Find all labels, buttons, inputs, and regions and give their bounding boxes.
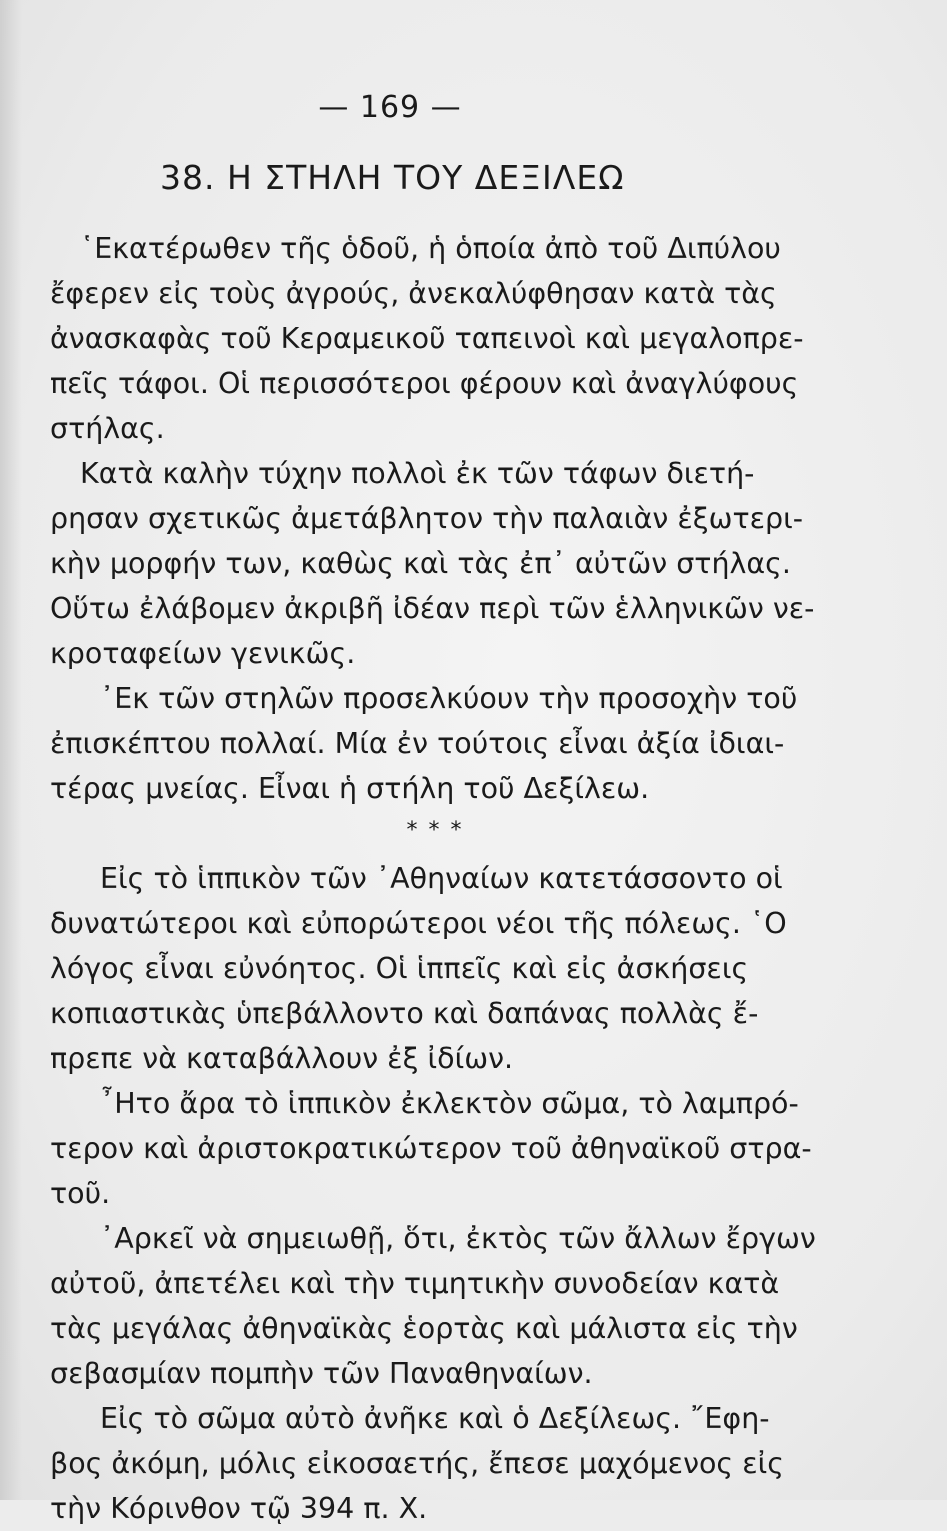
text-line: δυνατώτεροι καὶ εὐπορώτεροι νέοι τῆς πόλεως. ῾Ο bbox=[50, 907, 787, 940]
text-line: Εἰς τὸ ἱππικὸν τῶν ᾿Αθηναίων κατετάσσοντο οἱ bbox=[100, 862, 783, 895]
text-line: ἐπισκέπτου πολλαί. Μία ἐν τούτοις εἶναι ἀξία ἰδιαι- bbox=[50, 727, 785, 760]
text-line: ῏Ητο ἄρα τὸ ἱππικὸν ἐκλεκτὸν σῶμα, τὸ λαμπρό- bbox=[100, 1087, 799, 1120]
page-number: — 169 — bbox=[318, 90, 462, 125]
text-line: ρησαν σχετικῶς ἀμετάβλητον τὴν παλαιὰν ἐξωτερι- bbox=[50, 502, 804, 535]
text-line: λόγος εἶναι εὐνόητος. Οἱ ἱππεῖς καὶ εἰς ἀσκήσεις bbox=[50, 952, 749, 985]
text-line: σεβασμίαν πομπὴν τῶν Παναθηναίων. bbox=[50, 1357, 593, 1390]
text-line: ᾿Εκ τῶν στηλῶν προσελκύουν τὴν προσοχὴν τοῦ bbox=[100, 682, 798, 715]
text-line: τερον καὶ ἀριστοκρατικώτερον τοῦ ἀθηναϊκοῦ στρα- bbox=[50, 1132, 812, 1165]
text-line: κὴν μορφήν των, καθὼς καὶ τὰς ἐπ᾿ αὐτῶν στήλας. bbox=[50, 547, 791, 580]
section-separator: * * * bbox=[406, 818, 464, 843]
text-line: Οὕτω ἐλάβομεν ἀκριβῆ ἰδέαν περὶ τῶν ἑλληνικῶν νε- bbox=[50, 592, 815, 625]
text-line: Εἰς τὸ σῶμα αὐτὸ ἀνῆκε καὶ ὁ Δεξίλεως. ῎Εφη- bbox=[100, 1402, 770, 1435]
text-line: αὐτοῦ, ἀπετέλει καὶ τὴν τιμητικὴν συνοδείαν κατὰ bbox=[50, 1267, 780, 1300]
text-line: τοῦ. bbox=[50, 1177, 111, 1210]
text-line: πεῖς τάφοι. Οἱ περισσότεροι φέρουν καὶ ἀναγλύφους bbox=[50, 367, 799, 400]
text-line: ἀνασκαφὰς τοῦ Κεραμεικοῦ ταπεινοὶ καὶ μεγαλοπρε- bbox=[50, 322, 804, 355]
text-line: ᾿Αρκεῖ νὰ σημειωθῇ, ὅτι, ἐκτὸς τῶν ἄλλων ἔργων bbox=[100, 1222, 816, 1255]
chapter-title: 38. Η ΣΤΗΛΗ ΤΟΥ ΔΕΞΙΛΕΩ bbox=[160, 158, 625, 197]
text-line: Κατὰ καλὴν τύχην πολλοὶ ἐκ τῶν τάφων διετή- bbox=[80, 457, 755, 490]
text-line: πρεπε νὰ καταβάλλουν ἐξ ἰδίων. bbox=[50, 1042, 514, 1075]
text-line: στήλας. bbox=[50, 412, 165, 445]
text-line: τὴν Κόρινθον τῷ 394 π. Χ. bbox=[50, 1492, 428, 1525]
text-line: ῾Εκατέρωθεν τῆς ὁδοῦ, ἡ ὁποία ἀπὸ τοῦ Διπύλου bbox=[80, 232, 781, 265]
text-line: τὰς μεγάλας ἀθηναϊκὰς ἑορτὰς καὶ μάλιστα εἰς τὴν bbox=[50, 1312, 798, 1345]
text-line: τέρας μνείας. Εἶναι ἡ στήλη τοῦ Δεξίλεω. bbox=[50, 772, 650, 805]
body-text bbox=[50, 226, 816, 1531]
page-gutter-shadow bbox=[0, 0, 22, 1500]
text-line: κοπιαστικὰς ὑπεβάλλοντο καὶ δαπάνας πολλὰς ἔ- bbox=[50, 997, 759, 1030]
text-line: ἔφερεν εἰς τοὺς ἀγρούς, ἀνεκαλύφθησαν κατὰ τὰς bbox=[50, 277, 777, 310]
text-line: βος ἀκόμη, μόλις εἰκοσαετής, ἔπεσε μαχόμενος εἰς bbox=[50, 1447, 784, 1480]
text-line: κροταφείων γενικῶς. bbox=[50, 637, 356, 670]
